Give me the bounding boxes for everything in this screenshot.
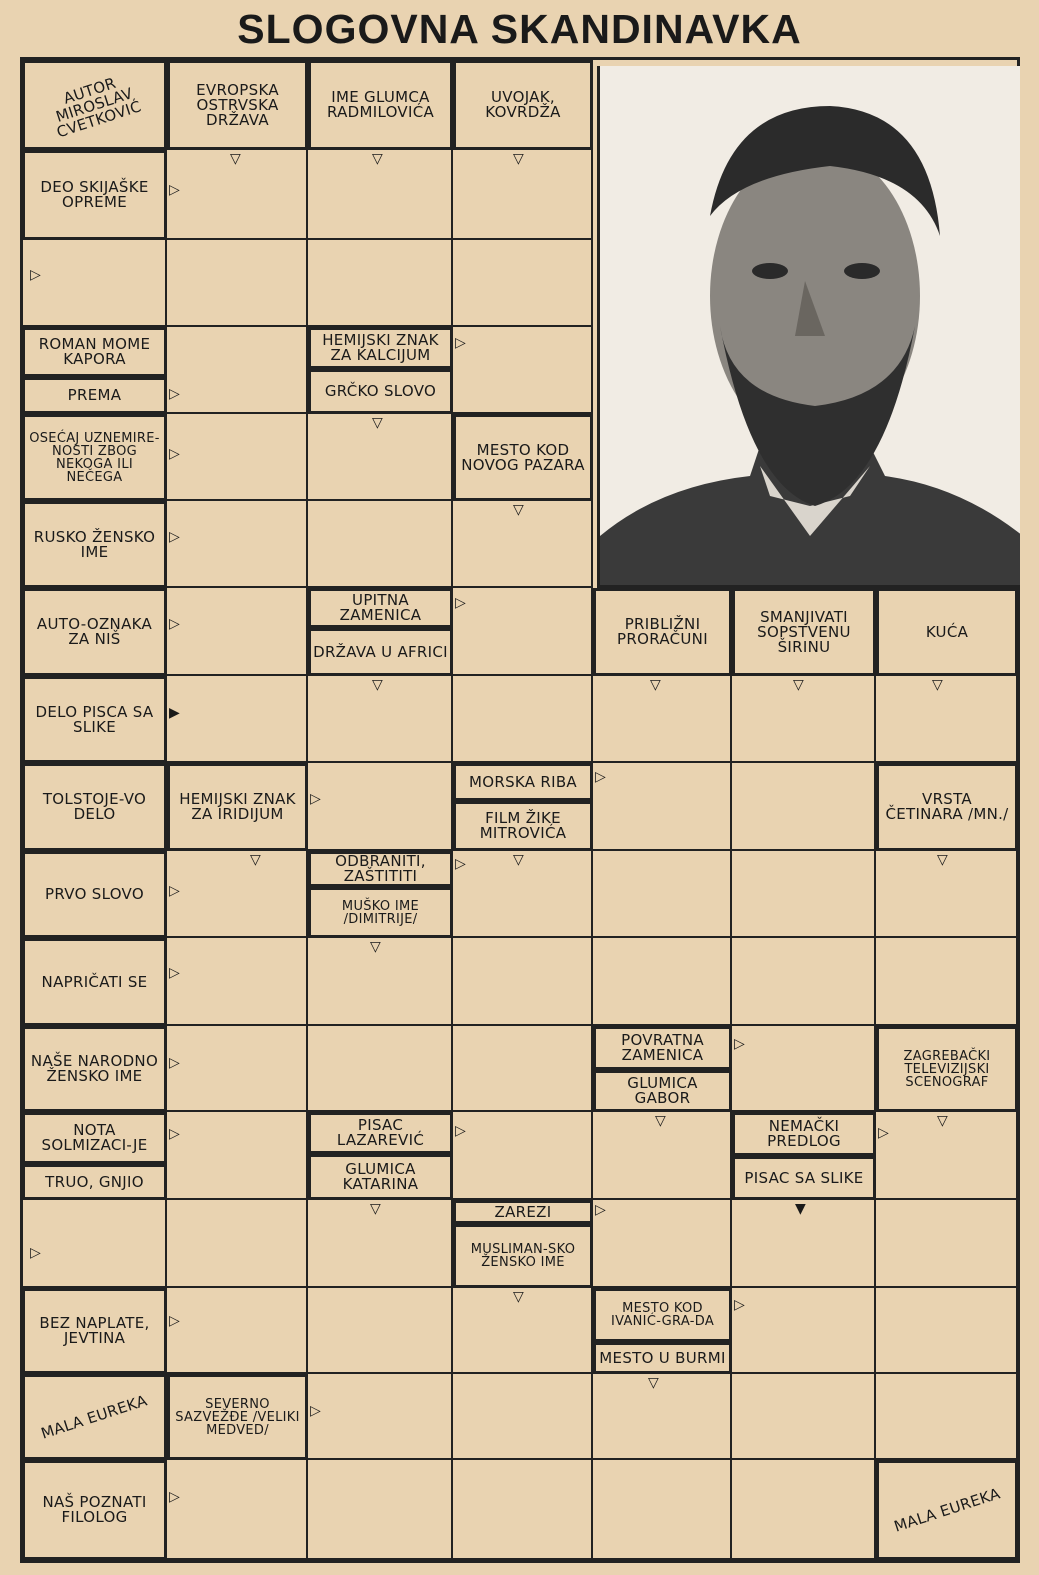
clue-box [167, 60, 308, 150]
clue-box [732, 1112, 876, 1156]
clue-box [453, 414, 593, 501]
clue-text: ODBRANITI, ZAŠTITITI [335, 852, 426, 885]
right-arrow-icon: ▷ [169, 1126, 180, 1142]
down-arrow-icon: ▽ [372, 151, 383, 167]
answer-cell[interactable] [167, 1200, 308, 1288]
clue-text: FILM ŽIKE MITROVIĆA [479, 809, 567, 842]
clue-box [308, 851, 453, 887]
clue-box [593, 1288, 732, 1342]
right-arrow-icon: ▷ [169, 446, 180, 462]
clue-text: NOTA SOLMIZACI-JE [41, 1121, 148, 1154]
right-arrow-icon: ▷ [169, 386, 180, 402]
clue-box [308, 1112, 453, 1154]
clue-box [593, 1026, 732, 1070]
clue-box [308, 887, 453, 938]
right-arrow-icon: ▷ [455, 335, 466, 351]
answer-cell[interactable] [732, 851, 876, 938]
portrait-image [600, 66, 1020, 588]
answer-cell[interactable] [593, 1374, 732, 1460]
clue-box [22, 763, 167, 851]
clue-text: MUŠKO IME /DIMITRIJE/ [341, 898, 420, 927]
answer-cell[interactable] [876, 1288, 1018, 1374]
answer-cell[interactable] [308, 1288, 453, 1374]
clue-box [167, 763, 308, 851]
clue-text: NAPRIČATI SE [41, 972, 148, 991]
right-arrow-icon: ▷ [30, 267, 41, 283]
clue-box [593, 1070, 732, 1112]
answer-cell[interactable] [876, 676, 1018, 763]
down-arrow-icon: ▽ [655, 1113, 666, 1129]
answer-cell[interactable] [308, 763, 453, 851]
clue-box [22, 1164, 167, 1200]
clue-box [308, 60, 453, 150]
answer-cell[interactable] [453, 938, 593, 1026]
clue-box [593, 1342, 732, 1374]
clue-text: MORSKA RIBA [469, 772, 577, 791]
right-arrow-icon: ▷ [595, 1202, 606, 1218]
right-arrow-icon: ▷ [455, 856, 466, 872]
right-arrow-icon: ▷ [595, 769, 606, 785]
clue-text: OSEĆAJ UZNEMIRE-NOSTI ZBOG NEKOGA ILI NEČEGA [29, 430, 160, 485]
right-arrow-icon: ▶ [169, 705, 180, 721]
clue-text: RUSKO ŽENSKO IME [33, 527, 156, 561]
clue-text: ZAREZI [494, 1202, 552, 1221]
answer-cell[interactable] [167, 1026, 308, 1112]
down-arrow-icon: ▽ [932, 677, 943, 693]
right-arrow-icon: ▷ [310, 1403, 321, 1419]
clue-box [22, 60, 167, 150]
clue-text: MALA EUREKA [39, 1390, 150, 1443]
answer-cell[interactable] [167, 588, 308, 676]
clue-text: GLUMICA KATARINA [342, 1160, 419, 1193]
clue-box [22, 501, 167, 588]
answer-cell[interactable] [167, 676, 308, 763]
down-arrow-icon: ▽ [370, 1201, 381, 1217]
answer-cell[interactable] [453, 1026, 593, 1112]
clue-box [732, 588, 876, 676]
clue-text: PISAC LAZAREVIĆ [336, 1116, 425, 1149]
answer-cell[interactable] [167, 1288, 308, 1374]
right-arrow-icon: ▷ [169, 1055, 180, 1071]
clue-text: AUTOR MIROSLAV CVETKOVIĆ [53, 73, 144, 141]
answer-cell[interactable] [167, 414, 308, 501]
clue-box [22, 377, 167, 414]
clue-text: MALA EUREKA [891, 1483, 1003, 1536]
answer-cell[interactable] [593, 938, 732, 1026]
clue-box [22, 1288, 167, 1374]
down-arrow-icon: ▽ [372, 677, 383, 693]
clue-text: GRČKO SLOVO [324, 382, 437, 400]
clue-text: PISAC SA SLIKE [744, 1168, 864, 1187]
right-arrow-icon: ▷ [878, 1125, 889, 1141]
right-arrow-icon: ▷ [169, 182, 180, 198]
answer-cell[interactable] [732, 938, 876, 1026]
down-arrow-icon: ▽ [793, 677, 804, 693]
answer-cell[interactable] [453, 327, 593, 414]
clue-box [22, 588, 167, 676]
clue-box [453, 1224, 593, 1288]
answer-cell[interactable] [593, 1200, 732, 1288]
answer-cell[interactable] [732, 1026, 876, 1112]
clue-text: DELO PISCA SA SLIKE [35, 702, 154, 736]
clue-text: BEZ NAPLATE, JEVTINA [39, 1314, 150, 1347]
answer-cell[interactable] [167, 240, 308, 327]
down-arrow-icon: ▽ [513, 1289, 524, 1305]
clue-box [876, 588, 1018, 676]
clue-text: HEMIJSKI ZNAK ZA KALCIJUM [322, 331, 439, 364]
clue-box [308, 369, 453, 414]
down-arrow-icon: ▽ [230, 151, 241, 167]
answer-cell[interactable] [22, 1200, 167, 1288]
answer-cell[interactable] [308, 501, 453, 588]
answer-cell[interactable] [167, 1112, 308, 1200]
right-arrow-icon: ▷ [169, 1489, 180, 1505]
clue-box [22, 327, 167, 377]
down-arrow-icon: ▽ [370, 939, 381, 955]
answer-cell[interactable] [167, 327, 308, 414]
answer-cell[interactable] [876, 1200, 1018, 1288]
clue-box [22, 1026, 167, 1112]
clue-text: MUSLIMAN-SKO ŽENSKO IME [470, 1242, 576, 1270]
clue-text: EVROPSKA OSTRVSKA DRŽAVA [196, 80, 279, 129]
author-portrait [597, 66, 1020, 588]
answer-cell[interactable] [593, 763, 732, 851]
clue-box [453, 1200, 593, 1224]
down-arrow-icon: ▽ [250, 852, 261, 868]
right-arrow-icon: ▷ [169, 1313, 180, 1329]
down-arrow-icon: ▽ [937, 852, 948, 868]
clue-text: ZAGREBAČKI TELEVIZIJSKI SCENOGRAF [903, 1048, 991, 1090]
clue-text: VRSTA ČETINARA /MN./ [885, 790, 1009, 823]
answer-cell[interactable] [593, 851, 732, 938]
answer-cell[interactable] [167, 1460, 308, 1560]
clue-box [732, 1156, 876, 1200]
clue-box [876, 1460, 1018, 1560]
answer-cell[interactable] [22, 240, 167, 327]
answer-cell[interactable] [308, 1374, 453, 1460]
answer-cell[interactable] [453, 1460, 593, 1560]
answer-cell[interactable] [876, 938, 1018, 1026]
clue-text: KUĆA [925, 622, 969, 641]
right-arrow-icon: ▷ [169, 883, 180, 899]
clue-box [308, 1154, 453, 1200]
down-arrow-icon: ▽ [513, 852, 524, 868]
clue-text: HEMIJSKI ZNAK ZA IRIDIJUM [179, 790, 296, 823]
puzzle-title: SLOGOVNA SKANDINAVKA [237, 6, 802, 52]
answer-cell[interactable] [453, 588, 593, 676]
clue-box [453, 60, 593, 150]
clue-text: TRUO, GNJIO [45, 1172, 144, 1191]
clue-box [22, 1460, 167, 1560]
down-arrow-icon: ▽ [937, 1113, 948, 1129]
right-arrow-icon: ▷ [455, 1123, 466, 1139]
clue-text: DEO SKIJAŠKE OPREME [40, 178, 149, 211]
right-arrow-icon: ▷ [30, 1245, 41, 1261]
clue-text: SMANJIVATI SOPSTVENU ŠIRINU [757, 607, 851, 656]
clue-text: PREMA [67, 386, 122, 404]
down-arrow-icon: ▽ [513, 502, 524, 518]
answer-cell[interactable] [453, 1112, 593, 1200]
clue-text: IME GLUMCA RADMILOVIĆA [326, 88, 435, 121]
answer-cell[interactable] [876, 1374, 1018, 1460]
answer-cell[interactable] [167, 938, 308, 1026]
clue-text: MESTO KOD NOVOG PAZARA [461, 440, 585, 474]
clue-text: PRIBLIŽNI PRORAČUNI [617, 615, 708, 648]
clue-box [308, 327, 453, 369]
clue-text: DRŽAVA U AFRICI [313, 642, 448, 661]
clue-box [453, 763, 593, 801]
right-arrow-icon: ▷ [169, 529, 180, 545]
clue-box [22, 150, 167, 240]
answer-cell[interactable] [732, 676, 876, 763]
clue-box [453, 801, 593, 851]
clue-text: TOLSTOJE-VO DELO [42, 790, 147, 823]
clue-text: NAŠ POZNATI FILOLOG [42, 1493, 147, 1526]
clue-box [308, 628, 453, 676]
answer-cell[interactable] [167, 851, 308, 938]
clue-text: POVRATNA ZAMENICA [621, 1031, 704, 1064]
down-arrow-icon: ▼ [795, 1201, 806, 1217]
right-arrow-icon: ▷ [734, 1297, 745, 1313]
clue-text: PRVO SLOVO [45, 885, 144, 903]
answer-cell[interactable] [593, 1460, 732, 1560]
right-arrow-icon: ▷ [169, 965, 180, 981]
clue-box [167, 1374, 308, 1460]
clue-box [22, 938, 167, 1026]
right-arrow-icon: ▷ [455, 595, 466, 611]
clue-text: SEVERNO SAZVEŽĐE /VELIKI MEDVED/ [175, 1396, 300, 1438]
answer-cell[interactable] [732, 1460, 876, 1560]
clue-box [22, 1112, 167, 1164]
answer-cell[interactable] [308, 1460, 453, 1560]
clue-text: MESTO U BURMI [599, 1348, 726, 1367]
answer-cell[interactable] [453, 240, 593, 327]
right-arrow-icon: ▷ [310, 791, 321, 807]
answer-cell[interactable] [593, 676, 732, 763]
down-arrow-icon: ▽ [372, 415, 383, 431]
answer-cell[interactable] [167, 501, 308, 588]
answer-cell[interactable] [732, 763, 876, 851]
answer-cell[interactable] [453, 676, 593, 763]
clue-text: NAŠE NARODNO ŽENSKO IME [30, 1052, 159, 1085]
clue-box [22, 676, 167, 763]
down-arrow-icon: ▽ [650, 677, 661, 693]
answer-cell[interactable] [732, 1288, 876, 1374]
right-arrow-icon: ▷ [169, 616, 180, 632]
clue-text: GLUMICA GABOR [627, 1074, 698, 1107]
answer-cell[interactable] [308, 240, 453, 327]
down-arrow-icon: ▽ [513, 151, 524, 167]
clue-box [22, 414, 167, 501]
clue-box [876, 763, 1018, 851]
clue-text: MESTO KOD IVANIĆ-GRA-DA [610, 1301, 715, 1329]
clue-box [593, 588, 732, 676]
right-arrow-icon: ▷ [734, 1036, 745, 1052]
clue-text: NEMAČKI PREDLOG [767, 1117, 841, 1150]
clue-box [22, 851, 167, 938]
clue-box [308, 588, 453, 628]
down-arrow-icon: ▽ [648, 1375, 659, 1391]
clue-text: ROMAN MOME KAPORA [38, 335, 151, 368]
answer-cell[interactable] [453, 1374, 593, 1460]
clue-text: UVOJAK, KOVRDŽA [485, 88, 561, 121]
answer-cell[interactable] [308, 1026, 453, 1112]
clue-box [876, 1026, 1018, 1112]
answer-cell[interactable] [732, 1374, 876, 1460]
clue-text: AUTO-OZNAKA ZA NIŠ [36, 615, 153, 648]
clue-box [22, 1374, 167, 1460]
clue-text: UPITNA ZAMENICA [339, 591, 422, 624]
